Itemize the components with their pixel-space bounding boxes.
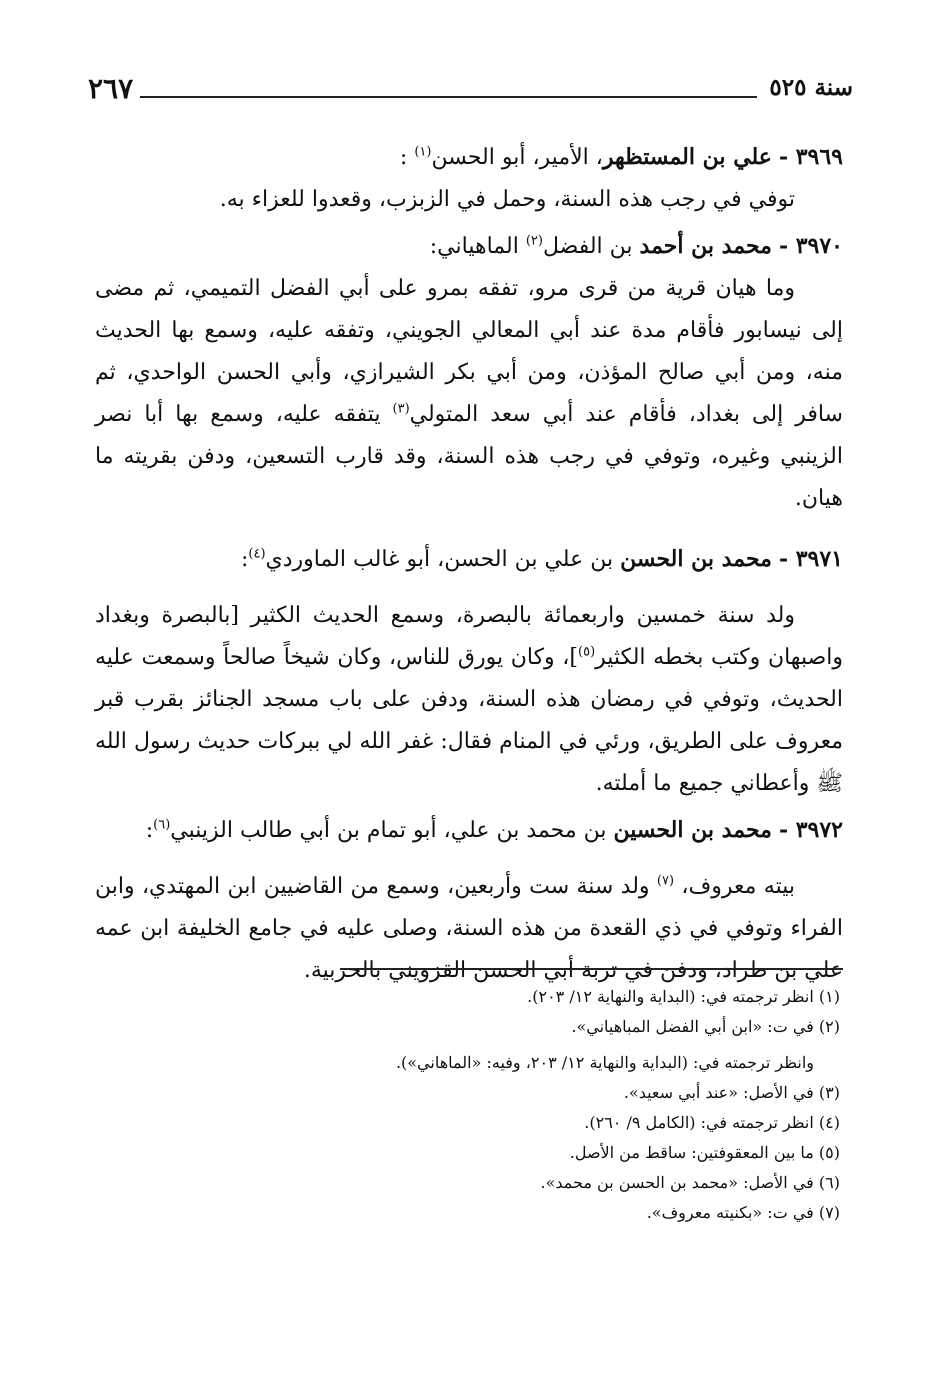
spacer: [95, 581, 843, 595]
footnote-ref: (٥): [578, 644, 596, 660]
running-header: [88, 72, 853, 108]
entry-number: ٣٩٦٩ -: [778, 144, 843, 170]
spacer: [95, 852, 843, 866]
entry-number: ٣٩٧٠ -: [778, 233, 843, 259]
entry-name: محمد بن الحسين: [613, 817, 772, 843]
footnote-ref: (٢): [525, 233, 543, 249]
spacer: [95, 520, 843, 534]
entry-name-rest: بن محمد بن علي، أبو تمام بن أبي طالب الزينبي: [170, 818, 607, 843]
footnote: (٤) انظر ترجمته في: (الكامل ٩/ ٢٦٠).: [584, 1113, 840, 1132]
entry-paragraph: [95, 595, 843, 805]
entry-heading: [95, 809, 843, 852]
year-label: سنة ٥٢٥: [769, 74, 853, 101]
paragraph-text: بيته معروف،: [681, 874, 795, 899]
entry-heading-end: :: [145, 818, 154, 843]
footnote-ref: (٦): [153, 817, 171, 833]
entry-name-rest: بن الفضل: [542, 234, 633, 259]
entry-heading-end: :: [240, 547, 249, 572]
header-rule: [140, 96, 757, 98]
footnote: (٣) في الأصل: «عند أبي سعيد».: [623, 1083, 840, 1102]
entry-heading: [95, 225, 843, 268]
entry-name: محمد بن أحمد: [639, 233, 772, 259]
entry-name-rest: ، الأمير، أبو الحسن: [431, 145, 603, 170]
entry-number: ٣٩٧٢ -: [778, 817, 843, 843]
entry-name: محمد بن الحسن: [620, 546, 772, 572]
entry-heading-end: الماهياني:: [429, 234, 519, 259]
entry-number: ٣٩٧١ -: [778, 546, 843, 572]
footnote-ref: (١): [414, 144, 432, 160]
paragraph-text: ]، وكان يورق للناس، وكان شيخاً صالحاً وسمعت عليه الحديث، وتوفي في رمضان هذه السنة، ودفن على باب مسجد الجنائز بقرب قبر معروف على الطريق، ورئي في المنام فقال: غفر الله لي ببركات حديث رسول الله ﷺ وأعطاني جميع ما أملته.: [95, 645, 843, 796]
footnote: وانظر ترجمته في: (البداية والنهاية ١٢/ ٢٠٣، وفيه: «الماهاني»).: [395, 1053, 814, 1072]
footnote: (٦) في الأصل: «محمد بن الحسن بن محمد».: [540, 1173, 840, 1192]
paragraph-text: ولد سنة ست وأربعين، وسمع من القاضيين ابن المهتدي، وابن الفراء وتوفي في ذي القعدة من هذه السنة، وصلى عليه في جامع الخليفة ابن عمه علي بن طراد، ودفن في تربة أبي الحسن القزويني بالحربية.: [95, 874, 843, 983]
footnote-rule: [340, 968, 843, 970]
paragraph-text: ولد سنة خمسين واربعمائة بالبصرة، وسمع الحديث الكثير [بالبصرة وبغداد واصبهان وكتب بخطه الكثير: [95, 603, 844, 670]
entry-paragraph: [95, 866, 843, 992]
entry-name-rest: بن علي بن الحسن، أبو غالب الماوردي: [265, 547, 614, 572]
entry-paragraph: توفي في رجب هذه السنة، وحمل في الزبزب، وقعدوا للعزاء به.: [219, 187, 795, 212]
footnote: (٥) ما بين المعقوفتين: ساقط من الأصل.: [569, 1143, 840, 1162]
footnote: (١) انظر ترجمته في: (البداية والنهاية ١٢/ ٢٠٣).: [527, 987, 840, 1006]
footnote: (٧) في ت: «بكنيته معروف».: [646, 1203, 840, 1222]
paragraph-text: وما هيان قرية من قرى مرو، تفقه بمرو على أبي الفضل التميمي، ثم مضى إلى نيسابور فأقام مدة عند أبي المعالي الجويني، وتفقه عليه، وسمع بها الحديث منه، ومن أبي صالح المؤذن، ومن أبي بكر الشيرازي، وأبي الحسن الواحدي، ثم سافر إلى بغداد، فأقام عند أبي سعد المتولي: [95, 276, 843, 427]
footnote-ref: (٤): [248, 546, 266, 562]
entry-name: علي بن المستظهر: [602, 144, 772, 170]
paragraph-text: يتفقه عليه، وسمع بها أبا نصر الزينبي وغيره، وتوفي في رجب هذه السنة، وقد قارب التسعين، ودفن بقريته ما هيان.: [95, 402, 843, 511]
entry-heading-end: :: [399, 145, 408, 170]
footnote-ref: (٧): [656, 873, 675, 889]
footnotes: [300, 982, 840, 1228]
entry-paragraph: [95, 268, 843, 520]
footnote-ref: (٣): [392, 401, 410, 417]
main-text: [95, 132, 843, 992]
page-number: ٢٦٧: [88, 72, 134, 105]
footnote: (٢) في ت: «ابن أبي الفضل المباهياني».: [571, 1017, 840, 1036]
entry-heading: [95, 538, 843, 581]
entry-heading: [95, 136, 843, 179]
